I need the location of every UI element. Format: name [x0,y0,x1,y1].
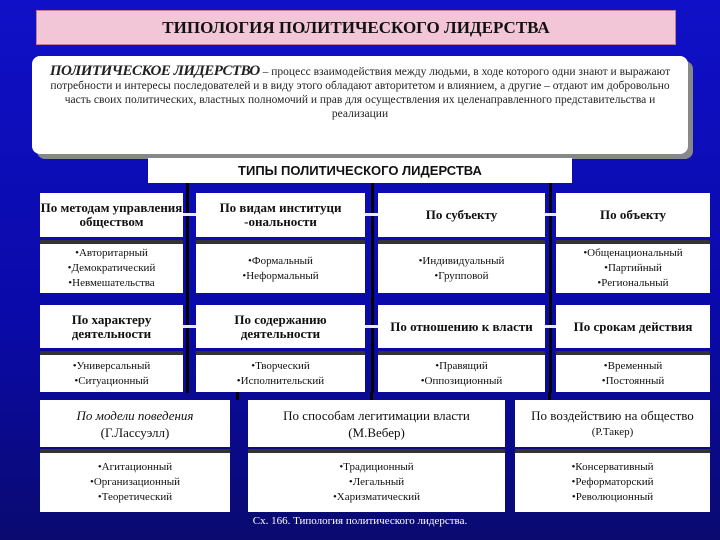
category-header: По методам управления обществом [40,193,183,237]
connector-line [236,392,239,400]
list-item: •Партийный [604,262,662,274]
category-items [248,449,505,512]
list-item: •Правящий [435,359,488,372]
page-title: ТИПОЛОГИЯ ПОЛИТИЧЕСКОГО ЛИДЕРСТВА [36,10,676,45]
category-header: По объекту [556,193,710,237]
category-header [40,400,230,447]
category-header: По содержанию деятельности [196,305,365,348]
category-header [515,400,710,447]
category-title: По воздействию на общество [531,407,694,423]
caption: Сх. 166. Типология политического лидерства. [252,515,468,527]
definition-text: – процесс взаимодействия между людьми, в ходе которого одни знают и выражают потребности и интересы последователей и в виду этого обладают авторитетом и влиянием, а другие – отдают им добровольно часть своих политических, властных полномочий и прав для осуществления их целенаправленного представительства и реализации [50,66,671,120]
list-item: •Творческий [251,359,310,372]
category-items [515,449,710,512]
category-title: По способам легитимации власти [283,407,470,423]
list-item: •Постоянный [601,374,665,387]
category-items [196,240,365,293]
list-item: •Авторитарный [75,247,148,259]
definition-scroll [32,56,688,154]
category-items [40,351,183,392]
list-item: •Организационный [89,476,180,488]
category-items [556,351,710,392]
list-item: •Оппозиционный [420,374,503,387]
category-header: По характеру деятельности [40,305,183,348]
category-items [40,240,183,293]
types-header: ТИПЫ ПОЛИТИЧЕСКОГО ЛИДЕРСТВА [148,158,572,183]
connector-line [183,325,196,328]
list-item: •Невмешательства [68,277,155,289]
connector-line [548,392,551,400]
list-item: •Общенациональный [583,247,683,259]
list-item: •Легальный [348,476,405,488]
category-items [196,351,365,392]
connector-line [545,325,556,328]
connector-line [545,213,556,216]
category-header: По видам институци -ональности [196,193,365,237]
definition-term: ПОЛИТИЧЕСКОЕ ЛИДЕРСТВО [49,63,260,79]
list-item: •Харизматический [332,491,421,503]
list-item: •Реформаторский [571,476,654,488]
list-item: •Универсальный [72,359,151,372]
connector-line [183,213,196,216]
category-items [378,351,545,392]
category-items [556,240,710,293]
list-item: •Исполнительский [236,374,325,387]
list-item: •Традиционный [339,461,414,473]
category-items [378,240,545,293]
list-item: •Групповой [434,269,489,282]
category-items [40,449,230,512]
category-author: (М.Вебер) [348,424,405,440]
list-item: •Консервативный [571,461,654,473]
list-item: •Революционный [571,491,654,503]
connector-line [365,325,378,328]
list-item: •Временный [603,359,663,372]
list-item: •Теоретический [97,491,173,503]
category-author: (Г.Лассуэлл) [100,424,170,440]
list-item: •Индивидуальный [418,254,505,267]
list-item: •Формальный [248,254,313,267]
category-title: По модели поведения [76,407,194,423]
list-item: •Ситуационный [74,374,149,387]
category-header: По субъекту [378,193,545,237]
list-item: •Неформальный [242,269,319,282]
category-header [248,400,505,447]
category-author: (Р.Такер) [591,425,634,438]
connector-line [370,392,373,400]
category-header: По отношению к власти [378,305,545,348]
list-item: •Агитационный [97,461,173,473]
category-header: По срокам действия [556,305,710,348]
list-item: •Региональный [597,277,669,289]
list-item: •Демократический [67,262,156,274]
connector-line [365,213,378,216]
